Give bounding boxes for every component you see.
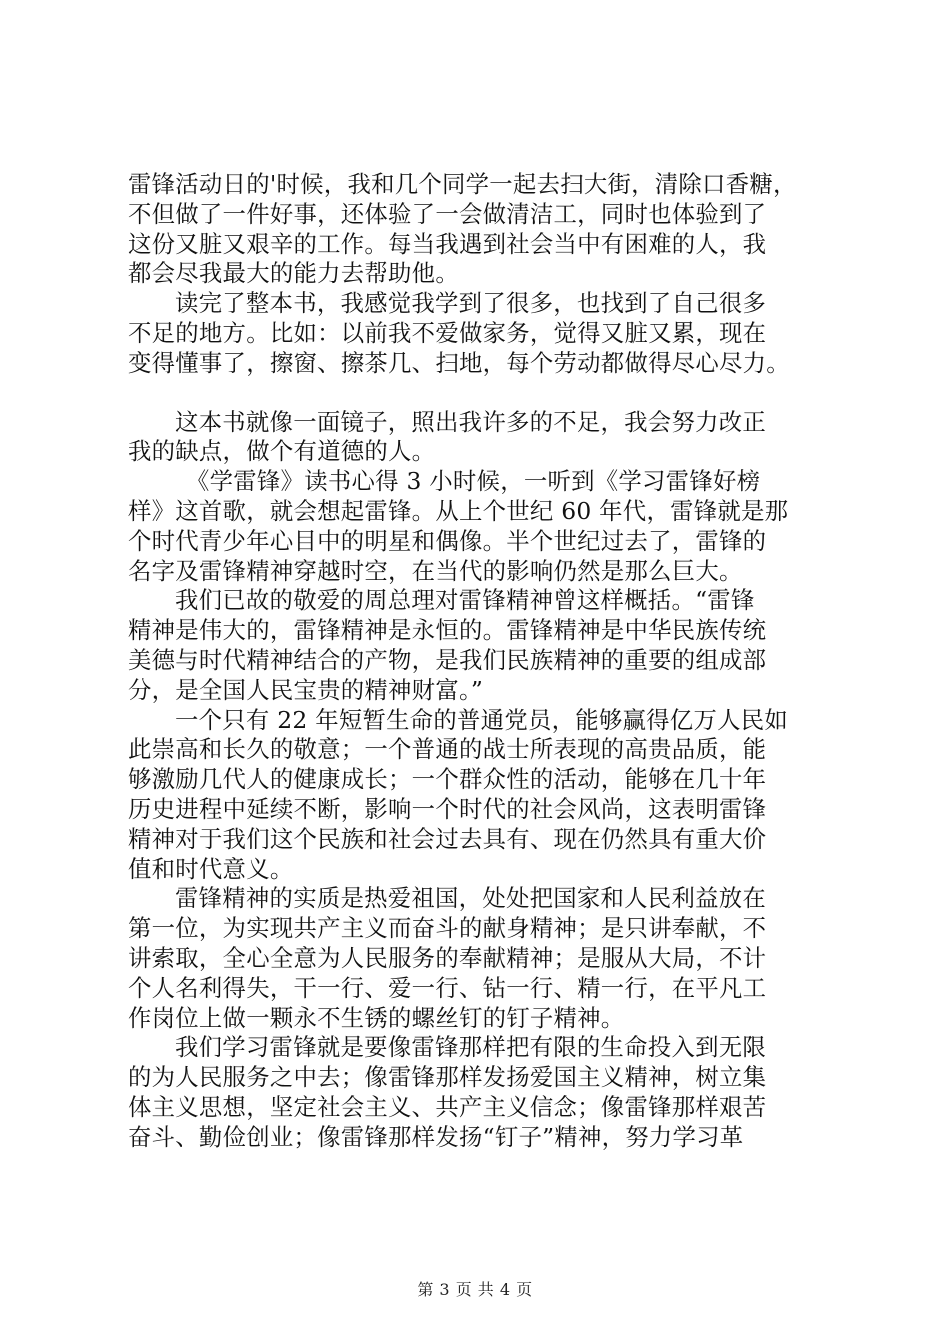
blank-line: [128, 379, 833, 408]
text-line: 不但做了一件好事，还体验了一会做清洁工，同时也体验到了: [128, 199, 767, 228]
text-line: 精神是伟大的，雷锋精神是永恒的。雷锋精神是中华民族传统: [128, 616, 767, 645]
text-line: 变得懂事了，擦窗、擦茶几、扫地，每个劳动都做得尽心尽力。: [128, 348, 790, 377]
text-line: 个人名利得失，干一行、爱一行、钻一行、精一行，在平凡工: [128, 973, 767, 1002]
document-body: [128, 170, 833, 1153]
text-line: 名字及雷锋精神穿越时空，在当代的影响仍然是那么巨大。: [128, 556, 743, 585]
text-line: 值和时代意义。: [128, 854, 294, 883]
text-line: 的为人民服务之中去；像雷锋那样发扬爱国主义精神，树立集: [128, 1063, 767, 1092]
text-line: 《学雷锋》读书心得 3 小时候，一听到《学习雷锋好榜: [186, 467, 761, 496]
text-line: 雷锋精神的实质是热爱祖国，处处把国家和人民利益放在: [175, 884, 767, 913]
text-line: 体主义思想，坚定社会主义、共产主义信念；像雷锋那样艰苦: [128, 1092, 767, 1121]
text-line: 第一位，为实现共产主义而奋斗的献身精神；是只讲奉献，不: [128, 914, 767, 943]
text-line: 读完了整本书，我感觉我学到了很多，也找到了自己很多: [175, 289, 767, 318]
text-line: 美德与时代精神结合的产物，是我们民族精神的重要的组成部: [128, 645, 767, 674]
text-line: 我的缺点，做个有道德的人。: [128, 437, 436, 466]
text-line: 精神对于我们这个民族和社会过去具有、现在仍然具有重大价: [128, 824, 767, 853]
text-line: 我们学习雷锋就是要像雷锋那样把有限的生命投入到无限: [175, 1033, 767, 1062]
text-line: 都会尽我最大的能力去帮助他。: [128, 259, 459, 288]
text-line: 历史进程中延续不断，影响一个时代的社会风尚，这表明雷锋: [128, 794, 767, 823]
text-line: 作岗位上做一颗永不生锈的螺丝钉的钉子精神。: [128, 1003, 625, 1032]
body-text: [128, 170, 833, 1153]
text-line: 雷锋活动日的'时候，我和几个同学一起去扫大街，清除口香糖，: [128, 170, 797, 198]
text-line: 奋斗、勤俭创业；像雷锋那样发扬“钉子”精神，努力学习革: [128, 1122, 744, 1151]
text-line: 一个只有 22 年短暂生命的普通党员，能够赢得亿万人民如: [175, 705, 789, 734]
page-footer: 第 3 页 共 4 页: [417, 1280, 533, 1299]
text-line: 讲索取，全心全意为人民服务的奉献精神；是服从大局，不计: [128, 943, 767, 972]
text-line: 够激励几代人的健康成长；一个群众性的活动，能够在几十年: [128, 765, 767, 794]
text-line: 这份又脏又艰辛的工作。每当我遇到社会当中有困难的人，我: [128, 229, 767, 258]
text-line: 这本书就像一面镜子，照出我许多的不足，我会努力改正: [175, 407, 767, 436]
text-line: 分，是全国人民宝贵的精神财富。”: [128, 675, 484, 704]
text-line: 样》这首歌，就会想起雷锋。从上个世纪 60 年代，雷锋就是那: [128, 496, 789, 525]
text-line: 此崇高和长久的敬意；一个普通的战士所表现的高贵品质，能: [128, 735, 767, 764]
text-line: 不足的地方。比如：以前我不爱做家务，觉得又脏又累，现在: [128, 318, 767, 347]
text-line: 个时代青少年心目中的明星和偶像。半个世纪过去了，雷锋的: [128, 526, 767, 555]
text-line: 我们已故的敬爱的周总理对雷锋精神曾这样概括。“雷锋: [175, 586, 755, 615]
